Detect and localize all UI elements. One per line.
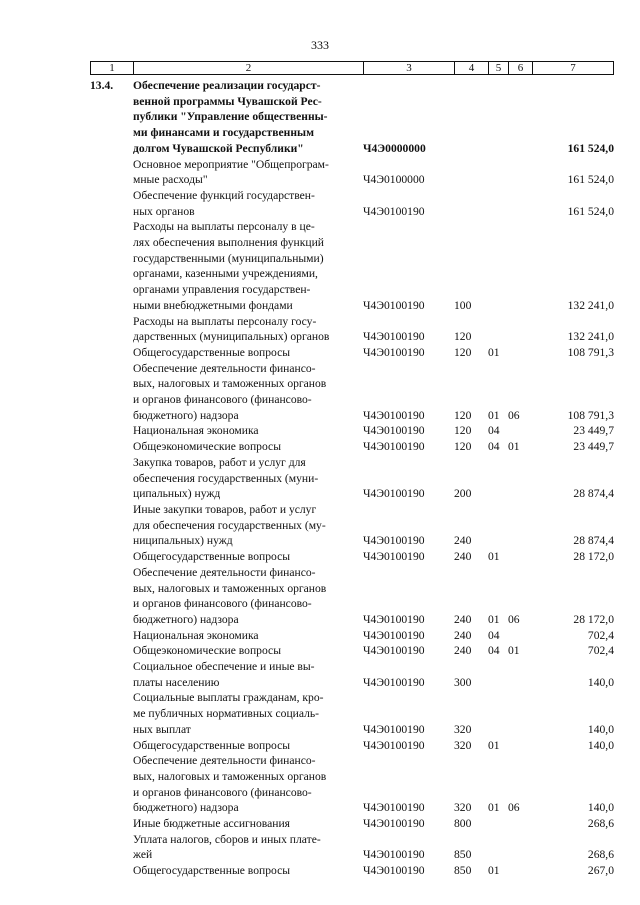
- amount: 267,0: [587, 864, 614, 878]
- row-description: [133, 643, 363, 659]
- expense-type: 240: [454, 534, 472, 548]
- section-code: 04: [488, 424, 500, 438]
- expense-type: 320: [454, 722, 472, 736]
- target-code: Ч4Э0000000: [363, 141, 426, 155]
- amount: 28 874,4: [573, 487, 614, 501]
- section-code: 01: [488, 612, 500, 626]
- description-line: Национальная экономика: [133, 628, 259, 642]
- table-row: [90, 659, 614, 690]
- description-line: бюджетного) надзора: [133, 612, 239, 626]
- row-description: [133, 659, 363, 690]
- description-line: Расходы на выплаты персоналу госу-: [133, 314, 317, 328]
- amount: 132 241,0: [567, 298, 614, 312]
- description-line: вых, налоговых и таможенных органов: [133, 769, 327, 783]
- description-line: для обеспечения государственных (му-: [133, 518, 326, 532]
- description-line: Основное мероприятие "Общепрограм-: [133, 157, 329, 171]
- amount: 23 449,7: [573, 440, 614, 454]
- expense-type: 800: [454, 817, 472, 831]
- subsection-code: 01: [508, 440, 520, 454]
- page-number: 333: [311, 38, 329, 52]
- section-code: 04: [488, 644, 500, 658]
- table-row: [90, 753, 614, 816]
- subsection-code: 06: [508, 408, 520, 422]
- table-row: [90, 643, 614, 659]
- amount: 140,0: [587, 675, 614, 689]
- description-line: ми финансами и государственным: [133, 126, 314, 140]
- target-code: Ч4Э0100190: [363, 848, 425, 862]
- table-row: [90, 549, 614, 565]
- expense-type: 120: [454, 440, 472, 454]
- table-row: [90, 832, 614, 863]
- amount: 108 791,3: [567, 345, 614, 359]
- amount: 161 524,0: [567, 173, 614, 187]
- description-line: долгом Чувашской Республики": [133, 141, 304, 155]
- target-code: Ч4Э0100190: [363, 675, 425, 689]
- target-code: Ч4Э0100190: [363, 801, 425, 815]
- row-description: [133, 361, 363, 424]
- amount: 161 524,0: [567, 141, 614, 155]
- description-line: Обеспечение деятельности финансо-: [133, 754, 316, 768]
- target-code: Ч4Э0100190: [363, 612, 425, 626]
- target-code: Ч4Э0100190: [363, 738, 425, 752]
- description-line: и органов финансового (финансово-: [133, 785, 312, 799]
- description-line: дарственных (муниципальных) органов: [133, 330, 330, 344]
- description-line: публики "Управление общественны-: [133, 110, 328, 124]
- target-code: Ч4Э0100190: [363, 864, 425, 878]
- section-code: 01: [488, 738, 500, 752]
- expense-type: 850: [454, 864, 472, 878]
- section-code: 01: [488, 408, 500, 422]
- row-description: [133, 219, 363, 313]
- row-description: [133, 690, 363, 737]
- target-code: Ч4Э0100190: [363, 550, 425, 564]
- amount: 268,6: [587, 817, 614, 831]
- target-code: Ч4Э0100190: [363, 644, 425, 658]
- subsection-code: 06: [508, 801, 520, 815]
- table-row: [90, 439, 614, 455]
- row-description: [133, 502, 363, 549]
- description-line: вых, налоговых и таможенных органов: [133, 377, 327, 391]
- table-row: [90, 423, 614, 439]
- description-line: Национальная экономика: [133, 424, 259, 438]
- description-line: государственными (муниципальными): [133, 251, 324, 265]
- row-description: [133, 455, 363, 502]
- amount: 140,0: [587, 801, 614, 815]
- description-line: органами, казенными учреждениями,: [133, 267, 318, 281]
- section-code: 01: [488, 550, 500, 564]
- description-line: венной программы Чувашской Рес-: [133, 94, 322, 108]
- target-code: Ч4Э0100190: [363, 722, 425, 736]
- row-description: [133, 565, 363, 628]
- description-line: Обеспечение деятельности финансо-: [133, 361, 316, 375]
- expense-type: 320: [454, 738, 472, 752]
- description-line: Расходы на выплаты персоналу в це-: [133, 220, 315, 234]
- amount: 702,4: [587, 644, 614, 658]
- description-line: ме публичных нормативных социаль-: [133, 707, 320, 721]
- row-description: [133, 439, 363, 455]
- description-line: Общегосударственные вопросы: [133, 738, 291, 752]
- expense-type: 200: [454, 487, 472, 501]
- description-line: Общегосударственные вопросы: [133, 550, 291, 564]
- target-code: Ч4Э0100190: [363, 330, 425, 344]
- description-line: мные расходы": [133, 173, 208, 187]
- row-description: [133, 157, 363, 188]
- amount: 702,4: [587, 628, 614, 642]
- description-line: Уплата налогов, сборов и иных плате-: [133, 832, 321, 846]
- target-code: Ч4Э0100190: [363, 408, 425, 422]
- amount: 108 791,3: [567, 408, 614, 422]
- expense-type: 100: [454, 298, 472, 312]
- description-line: ных выплат: [133, 722, 191, 736]
- table-row: [90, 816, 614, 832]
- subsection-code: 01: [508, 644, 520, 658]
- description-line: Закупка товаров, работ и услуг для: [133, 455, 306, 469]
- row-description: [133, 628, 363, 644]
- expense-type: 240: [454, 628, 472, 642]
- target-code: Ч4Э0100190: [363, 345, 425, 359]
- row-description: [133, 549, 363, 565]
- subsection-code: 06: [508, 612, 520, 626]
- row-description: [133, 753, 363, 816]
- row-description: [133, 188, 363, 219]
- table-row: [90, 502, 614, 549]
- amount: 140,0: [587, 738, 614, 752]
- column-header: 7: [570, 62, 576, 74]
- row-description: [133, 423, 363, 439]
- table-row: [90, 219, 614, 313]
- expense-type: 240: [454, 612, 472, 626]
- column-header: 4: [455, 62, 489, 74]
- table-row: [90, 455, 614, 502]
- table-row: [90, 314, 614, 345]
- expense-type: 300: [454, 675, 472, 689]
- target-code: Ч4Э0100190: [363, 298, 425, 312]
- target-code: Ч4Э0100190: [363, 534, 425, 548]
- column-header: 2: [134, 62, 364, 74]
- column-header: 5: [489, 62, 509, 74]
- amount: 28 874,4: [573, 534, 614, 548]
- section-code: 04: [488, 628, 500, 642]
- amount: 140,0: [587, 722, 614, 736]
- amount: 132 241,0: [567, 330, 614, 344]
- description-line: органами управления государствен-: [133, 283, 311, 297]
- row-description: [133, 863, 363, 879]
- target-code: Ч4Э0100190: [363, 424, 425, 438]
- section-code: 01: [488, 864, 500, 878]
- description-line: и органов финансового (финансово-: [133, 393, 312, 407]
- row-description: [133, 345, 363, 361]
- table-row: [90, 690, 614, 737]
- section-code: 01: [488, 801, 500, 815]
- expense-type: 850: [454, 848, 472, 862]
- description-line: Обеспечение деятельности финансо-: [133, 565, 316, 579]
- description-line: Обеспечение функций государствен-: [133, 188, 315, 202]
- column-header: 6: [509, 62, 533, 74]
- amount: 28 172,0: [573, 550, 614, 564]
- table-row: [90, 157, 614, 188]
- target-code: Ч4Э0100190: [363, 204, 425, 218]
- row-description: [133, 816, 363, 832]
- description-line: вых, налоговых и таможенных органов: [133, 581, 327, 595]
- description-line: Иные закупки товаров, работ и услуг: [133, 502, 317, 516]
- description-line: и органов финансового (финансово-: [133, 597, 312, 611]
- row-description: [133, 832, 363, 863]
- section-code: 01: [488, 345, 500, 359]
- table-row: [90, 863, 614, 879]
- description-line: жей: [133, 848, 153, 862]
- amount: 161 524,0: [567, 204, 614, 218]
- column-header-row: [90, 61, 614, 75]
- description-line: Обеспечение реализации государст-: [133, 79, 321, 92]
- target-code: Ч4Э0100190: [363, 487, 425, 501]
- amount: 268,6: [587, 848, 614, 862]
- description-line: Иные бюджетные ассигнования: [133, 817, 290, 831]
- description-line: лях обеспечения выполнения функций: [133, 236, 324, 250]
- description-line: платы населению: [133, 675, 220, 689]
- table-row: [90, 361, 614, 424]
- column-header: 1: [91, 62, 134, 74]
- table-row: [90, 78, 614, 157]
- table-row: [90, 565, 614, 628]
- description-line: ных органов: [133, 204, 195, 218]
- description-line: Социальные выплаты гражданам, кро-: [133, 691, 324, 705]
- row-description: [133, 78, 363, 157]
- target-code: Ч4Э0100000: [363, 173, 425, 187]
- expense-type: 120: [454, 330, 472, 344]
- expense-type: 120: [454, 408, 472, 422]
- description-line: ниципальных) нужд: [133, 534, 233, 548]
- row-description: [133, 738, 363, 754]
- target-code: Ч4Э0100190: [363, 628, 425, 642]
- description-line: обеспечения государственных (муни-: [133, 471, 319, 485]
- table-row: [90, 188, 614, 219]
- target-code: Ч4Э0100190: [363, 440, 425, 454]
- expense-type: 240: [454, 550, 472, 564]
- table-row: [90, 345, 614, 361]
- description-line: Общеэкономические вопросы: [133, 644, 281, 658]
- amount: 23 449,7: [573, 424, 614, 438]
- amount: 28 172,0: [573, 612, 614, 626]
- expense-type: 120: [454, 424, 472, 438]
- target-code: Ч4Э0100190: [363, 817, 425, 831]
- description-line: бюджетного) надзора: [133, 408, 239, 422]
- description-line: Общегосударственные вопросы: [133, 345, 291, 359]
- description-line: Общегосударственные вопросы: [133, 864, 291, 878]
- description-line: ципальных) нужд: [133, 487, 221, 501]
- column-header: 3: [364, 62, 455, 74]
- description-line: ными внебюджетными фондами: [133, 298, 293, 312]
- expense-type: 240: [454, 644, 472, 658]
- description-line: бюджетного) надзора: [133, 801, 239, 815]
- section-code: 04: [488, 440, 500, 454]
- row-description: [133, 314, 363, 345]
- table-row: [90, 738, 614, 754]
- expense-type: 320: [454, 801, 472, 815]
- budget-table: [90, 78, 614, 879]
- expense-type: 120: [454, 345, 472, 359]
- row-number: 13.4.: [90, 79, 114, 92]
- table-row: [90, 628, 614, 644]
- description-line: Социальное обеспечение и иные вы-: [133, 660, 315, 674]
- description-line: Общеэкономические вопросы: [133, 440, 281, 454]
